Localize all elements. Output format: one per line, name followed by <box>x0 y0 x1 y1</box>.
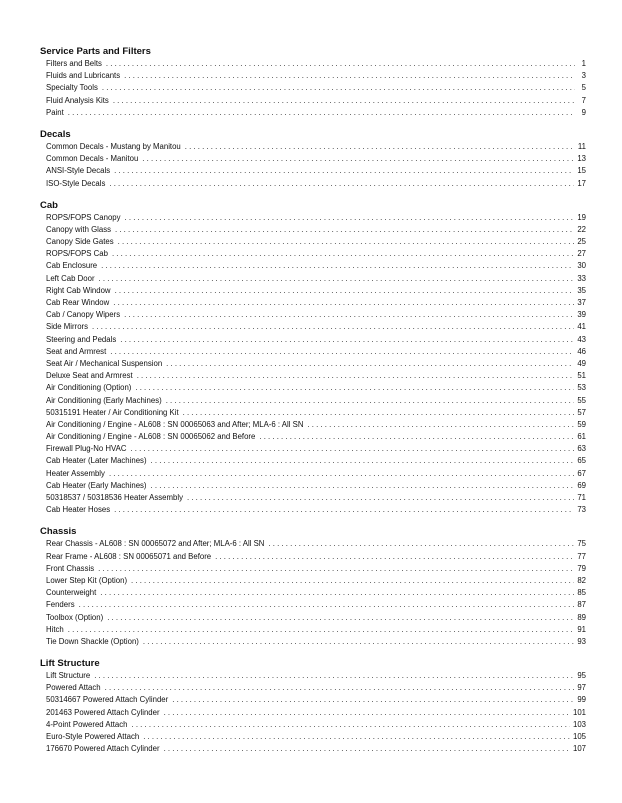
toc-entry[interactable] <box>46 248 586 260</box>
toc-entry-title: Seat Air / Mechanical Suspension <box>46 358 163 368</box>
toc-entry[interactable] <box>46 82 586 94</box>
toc-entry-page-number: 51 <box>577 371 586 381</box>
toc-section <box>40 526 586 648</box>
toc-entry-title: Cab / Canopy Wipers <box>46 310 121 320</box>
toc-entry[interactable] <box>46 694 586 706</box>
toc-entry-title: 50314667 Powered Attach Cylinder <box>46 695 169 705</box>
toc-entry-title: 4-Point Powered Attach <box>46 719 128 729</box>
dot-leader <box>268 538 574 550</box>
toc-entry[interactable] <box>46 682 586 694</box>
toc-entry[interactable] <box>46 407 586 419</box>
toc-entry[interactable] <box>46 743 586 755</box>
toc-entry[interactable] <box>46 575 586 587</box>
toc-entry-page-number: 37 <box>577 298 586 307</box>
dot-leader <box>172 694 574 706</box>
dot-leader <box>164 743 570 755</box>
toc-entry-page-number: 103 <box>572 719 586 729</box>
toc-entry[interactable] <box>46 358 586 370</box>
toc-entry[interactable] <box>46 107 586 119</box>
dot-leader <box>113 95 575 107</box>
section-spacer <box>40 119 586 129</box>
toc-entry-page-number: 77 <box>577 551 586 561</box>
toc-entry[interactable] <box>46 309 586 321</box>
toc-entry[interactable] <box>46 480 586 492</box>
toc-entry[interactable] <box>46 563 586 575</box>
toc-entry[interactable] <box>46 538 586 550</box>
toc-entry-title: Powered Attach <box>46 683 101 693</box>
section-spacer <box>40 516 586 526</box>
dot-leader <box>99 273 575 285</box>
dot-leader <box>105 682 575 694</box>
toc-entry[interactable] <box>46 587 586 599</box>
toc-entry-page-number: 79 <box>577 563 586 573</box>
dot-leader <box>259 431 574 443</box>
toc-entry-page-number: 5 <box>581 83 586 93</box>
toc-entry-title: ROPS/FOPS Cab <box>46 249 108 259</box>
toc-entry[interactable] <box>46 624 586 636</box>
toc-entry-title: Lower Step Kit (Option) <box>46 575 128 585</box>
toc-entry[interactable] <box>46 504 586 516</box>
toc-entry[interactable] <box>46 419 586 431</box>
toc-entry-page-number: 73 <box>577 505 586 515</box>
toc-entry-title: Paint <box>46 107 64 117</box>
toc-entry-page-number: 59 <box>577 419 586 429</box>
toc-entry-page-number: 11 <box>577 141 586 151</box>
dot-leader <box>142 153 574 165</box>
toc-entry[interactable] <box>46 165 586 177</box>
dot-leader <box>114 504 574 516</box>
section-spacer <box>40 648 586 658</box>
dot-leader <box>101 260 574 272</box>
toc-entry-page-number: 30 <box>577 261 586 271</box>
toc-entry-title: Fluids and Lubricants <box>46 71 121 81</box>
dot-leader <box>112 248 574 260</box>
toc-entry-page-number: 49 <box>577 358 586 368</box>
dot-leader <box>92 321 574 333</box>
toc-entry-page-number: 55 <box>577 395 586 405</box>
toc-entry-title: Cab Enclosure <box>46 261 98 271</box>
toc-entry-title: Right Cab Window <box>46 285 111 295</box>
dot-leader <box>137 370 575 382</box>
toc-entry-page-number: 35 <box>577 285 586 295</box>
toc-entry-title: Canopy with Glass <box>46 224 112 234</box>
toc-entry-page-number: 91 <box>577 624 586 634</box>
toc-entry[interactable] <box>46 382 586 394</box>
toc-entry-title: Front Chassis <box>46 563 95 573</box>
toc-entry[interactable] <box>46 443 586 455</box>
toc-entry-title: Deluxe Seat and Armrest <box>46 371 133 381</box>
toc-section <box>40 658 586 755</box>
toc-entry-page-number: 53 <box>577 383 586 393</box>
dot-leader <box>143 731 570 743</box>
section-entry-list <box>46 670 586 755</box>
dot-leader <box>125 212 575 224</box>
toc-entry-title: Steering and Pedals <box>46 334 117 344</box>
toc-entry-page-number: 99 <box>577 695 586 705</box>
toc-entry-title: Fenders <box>46 600 75 610</box>
dot-leader <box>164 707 570 719</box>
toc-entry-page-number: 87 <box>577 600 586 610</box>
toc-entry[interactable] <box>46 636 586 648</box>
toc-entry-title: Seat and Armrest <box>46 346 107 356</box>
toc-entry[interactable] <box>46 141 586 153</box>
dot-leader <box>307 419 574 431</box>
toc-entry-title: Tie Down Shackle (Option) <box>46 636 139 646</box>
toc-entry-title: Rear Frame - AL608 : SN 00065071 and Before <box>46 551 212 561</box>
toc-entry[interactable] <box>46 334 586 346</box>
toc-entry[interactable] <box>46 70 586 82</box>
dot-leader <box>115 285 575 297</box>
toc-entry[interactable] <box>46 58 586 70</box>
dot-leader <box>79 599 575 611</box>
toc-entry[interactable] <box>46 178 586 190</box>
toc-entry-page-number: 95 <box>577 671 586 681</box>
section-entry-list <box>46 538 586 648</box>
toc-entry[interactable] <box>46 551 586 563</box>
toc-entry-title: 50318537 / 50318536 Heater Assembly <box>46 493 183 502</box>
dot-leader <box>185 141 575 153</box>
toc-entry-title: Rear Chassis - AL608 : SN 00065072 and After; MLA-6 : All SN <box>46 539 265 549</box>
section-entry-list <box>46 212 586 517</box>
dot-leader <box>118 236 575 248</box>
toc-section <box>40 129 586 190</box>
dot-leader <box>98 563 574 575</box>
toc-entry-page-number: 1 <box>581 59 586 68</box>
toc-entry-title: Air Conditioning / Engine - AL608 : SN 00065062 and Before <box>46 432 256 442</box>
toc-entry-title: Air Conditioning / Engine - AL608 : SN 00065063 and After; MLA-6 : All SN <box>46 419 304 429</box>
toc-entry[interactable] <box>46 370 586 382</box>
dot-leader <box>183 407 575 419</box>
toc-entry-page-number: 13 <box>577 154 586 164</box>
dot-leader <box>124 309 574 321</box>
toc-entry[interactable] <box>46 455 586 467</box>
toc-entry-title: ANSI-Style Decals <box>46 166 111 176</box>
toc-entry-title: Side Mirrors <box>46 322 89 332</box>
toc-entry-page-number: 85 <box>577 588 586 598</box>
toc-entry-page-number: 41 <box>577 322 586 332</box>
toc-entry-page-number: 69 <box>577 480 586 490</box>
toc-entry-page-number: 71 <box>577 493 586 502</box>
table-of-contents <box>40 46 586 755</box>
dot-leader <box>151 455 575 467</box>
section-entry-list <box>46 58 586 119</box>
dot-leader <box>151 480 575 492</box>
dot-leader <box>130 443 574 455</box>
dot-leader <box>166 395 575 407</box>
toc-entry[interactable] <box>46 719 586 731</box>
toc-entry-page-number: 61 <box>577 432 586 442</box>
toc-entry[interactable] <box>46 297 586 309</box>
toc-entry[interactable] <box>46 599 586 611</box>
dot-leader <box>68 624 575 636</box>
toc-entry-page-number: 101 <box>572 707 586 717</box>
dot-leader <box>131 575 574 587</box>
toc-entry-page-number: 3 <box>581 71 586 81</box>
toc-entry-title: Hitch <box>46 624 64 634</box>
toc-section <box>40 46 586 119</box>
toc-entry[interactable] <box>46 346 586 358</box>
toc-entry-title: Cab Heater (Later Machines) <box>46 456 147 466</box>
toc-entry-title: Cab Rear Window <box>46 298 110 307</box>
toc-entry-page-number: 107 <box>572 744 586 754</box>
toc-entry-page-number: 7 <box>581 95 586 105</box>
toc-entry-title: Common Decals - Manitou <box>46 154 139 164</box>
toc-entry-title: Filters and Belts <box>46 59 102 68</box>
dot-leader <box>166 358 574 370</box>
section-heading: Chassis <box>40 526 77 538</box>
toc-entry-title: Specialty Tools <box>46 83 98 93</box>
dot-leader <box>114 165 574 177</box>
toc-entry[interactable] <box>46 260 586 272</box>
dot-leader <box>124 70 575 82</box>
toc-entry-title: Fluid Analysis Kits <box>46 95 109 105</box>
toc-entry-title: Lift Structure <box>46 671 91 681</box>
toc-entry[interactable] <box>46 153 586 165</box>
toc-entry-page-number: 105 <box>572 732 586 741</box>
toc-entry-title: Counterweight <box>46 588 97 598</box>
toc-entry[interactable] <box>46 224 586 236</box>
toc-section <box>40 200 586 517</box>
section-entry-list <box>46 141 586 190</box>
toc-entry-page-number: 39 <box>577 310 586 320</box>
dot-leader <box>102 82 575 94</box>
toc-entry[interactable] <box>46 707 586 719</box>
dot-leader <box>109 178 574 190</box>
toc-entry-page-number: 19 <box>577 212 586 222</box>
toc-entry[interactable] <box>46 670 586 682</box>
dot-leader <box>106 58 575 70</box>
toc-entry-page-number: 63 <box>577 444 586 454</box>
toc-entry-page-number: 27 <box>577 249 586 259</box>
dot-leader <box>135 382 574 394</box>
toc-entry-page-number: 67 <box>577 468 586 478</box>
toc-entry[interactable] <box>46 612 586 624</box>
toc-entry-title: Toolbox (Option) <box>46 612 104 622</box>
toc-entry[interactable] <box>46 468 586 480</box>
toc-entry[interactable] <box>46 273 586 285</box>
dot-leader <box>143 636 574 648</box>
toc-entry-title: Cab Heater Hoses <box>46 505 111 515</box>
toc-entry-title: Air Conditioning (Option) <box>46 383 132 393</box>
toc-entry-title: Cab Heater (Early Machines) <box>46 480 147 490</box>
dot-leader <box>187 492 574 504</box>
toc-entry-page-number: 65 <box>577 456 586 466</box>
toc-entry-page-number: 97 <box>577 683 586 693</box>
toc-entry-title: Euro-Style Powered Attach <box>46 732 140 741</box>
toc-entry-page-number: 89 <box>577 612 586 622</box>
section-heading: Cab <box>40 199 58 211</box>
toc-entry-title: Heater Assembly <box>46 468 105 478</box>
dot-leader <box>68 107 575 119</box>
dot-leader <box>215 551 574 563</box>
dot-leader <box>100 587 574 599</box>
section-heading: Service Parts and Filters <box>40 46 151 57</box>
toc-entry-title: Air Conditioning (Early Machines) <box>46 395 162 405</box>
dot-leader <box>131 719 570 731</box>
toc-entry-page-number: 75 <box>577 539 586 549</box>
toc-entry-page-number: 33 <box>577 273 586 283</box>
toc-entry-page-number: 25 <box>577 237 586 247</box>
dot-leader <box>115 224 574 236</box>
dot-leader <box>109 468 574 480</box>
toc-entry-title: 50315191 Heater / Air Conditioning Kit <box>46 407 179 417</box>
toc-entry-page-number: 22 <box>577 224 586 234</box>
toc-entry-title: Common Decals - Mustang by Manitou <box>46 141 181 151</box>
toc-entry[interactable] <box>46 731 586 743</box>
toc-entry[interactable] <box>46 236 586 248</box>
toc-entry[interactable] <box>46 492 586 504</box>
toc-entry[interactable] <box>46 285 586 297</box>
toc-entry-page-number: 17 <box>577 178 586 188</box>
toc-entry-title: Firewall Plug-No HVAC <box>46 444 127 454</box>
toc-entry[interactable] <box>46 212 586 224</box>
toc-entry[interactable] <box>46 395 586 407</box>
section-heading: Lift Structure <box>40 658 100 670</box>
toc-entry-page-number: 93 <box>577 636 586 646</box>
toc-entry-page-number: 9 <box>581 107 586 117</box>
dot-leader <box>110 346 574 358</box>
toc-entry-page-number: 43 <box>577 334 586 344</box>
section-heading: Decals <box>40 128 71 140</box>
toc-entry-title: Left Cab Door <box>46 273 95 283</box>
toc-entry-page-number: 57 <box>577 407 586 417</box>
toc-entry-title: Canopy Side Gates <box>46 237 114 247</box>
toc-entry-title: ISO-Style Decals <box>46 178 106 188</box>
toc-entry[interactable] <box>46 431 586 443</box>
toc-entry-page-number: 46 <box>577 346 586 356</box>
toc-entry[interactable] <box>46 95 586 107</box>
dot-leader <box>107 612 574 624</box>
toc-entry[interactable] <box>46 321 586 333</box>
dot-leader <box>94 670 574 682</box>
toc-entry-page-number: 15 <box>577 166 586 176</box>
section-spacer <box>40 190 586 200</box>
toc-entry-title: 201463 Powered Attach Cylinder <box>46 707 160 717</box>
dot-leader <box>120 334 574 346</box>
dot-leader <box>113 297 574 309</box>
toc-entry-title: 176670 Powered Attach Cylinder <box>46 744 160 754</box>
toc-entry-title: ROPS/FOPS Canopy <box>46 212 121 222</box>
toc-entry-page-number: 82 <box>577 575 586 585</box>
toc-sections <box>40 46 586 755</box>
